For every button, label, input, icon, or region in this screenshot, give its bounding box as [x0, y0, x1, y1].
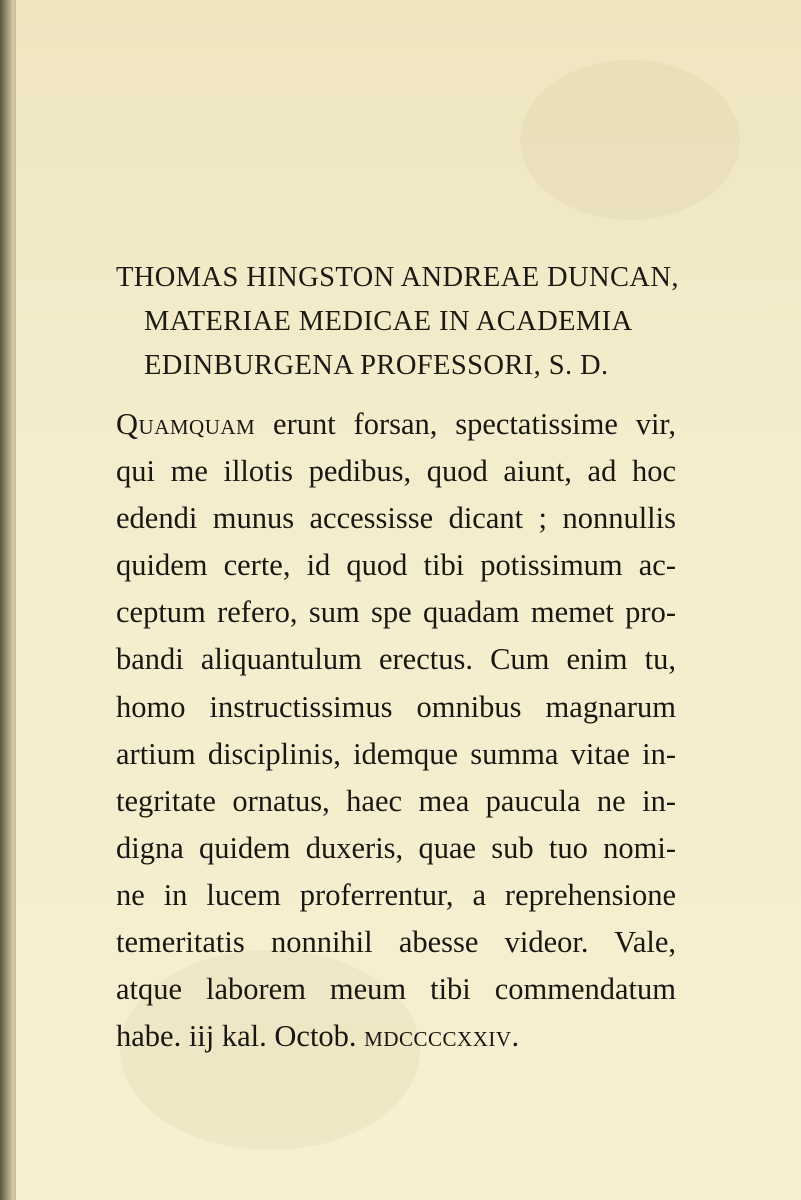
body-line	[116, 401, 676, 448]
body-line: tegritate ornatus, haec mea paucula ne in-	[116, 783, 676, 818]
body-line: digna quidem duxeris, quae sub tuo nomi-	[116, 830, 676, 865]
heading-line: THOMAS HINGSTON ANDREAE DUNCAN,	[116, 262, 679, 293]
heading-line: MATERIAE MEDICAE IN ACADEMIA	[144, 306, 633, 337]
dedication-heading	[0, 256, 801, 388]
body-line: artium disciplinis, idemque summa vitae in-	[116, 736, 676, 771]
page-binding-shadow	[14, 0, 16, 1200]
date-line-text: habe. iij kal. Octob.	[116, 1019, 365, 1054]
heading-line: EDINBURGENA PROFESSORI, S. D.	[144, 350, 609, 381]
body-line: temeritatis nonnihil abesse videor. Vale,	[116, 925, 676, 960]
body-line: ceptum refero, sum spe quadam memet pro-	[116, 595, 676, 630]
body-line: edendi munus accessisse dicant ; nonnullis	[116, 501, 676, 536]
body-line-text: erunt forsan, spectatissime vir,	[255, 407, 676, 441]
body-line: qui me illotis pedibus, quod aiunt, ad hoc	[116, 454, 676, 489]
body-line: homo instructissimus omnibus magnarum	[116, 689, 676, 724]
page-binding-edge	[0, 0, 14, 1200]
paper-stain	[520, 60, 740, 220]
body-line: bandi aliquantulum erectus. Cum enim tu,	[116, 642, 676, 677]
body-line	[116, 1013, 676, 1060]
body-line: ne in lucem proferrentur, a reprehensione	[116, 877, 676, 912]
body-line: atque laborem meum tibi commendatum	[116, 972, 676, 1007]
opening-word: Quamquam	[116, 407, 256, 441]
body-line: quidem certe, id quod tibi potissimum ac-	[116, 548, 676, 583]
year-numeral: mdccccxxiv.	[364, 1019, 520, 1054]
dedication-body	[116, 401, 676, 1060]
